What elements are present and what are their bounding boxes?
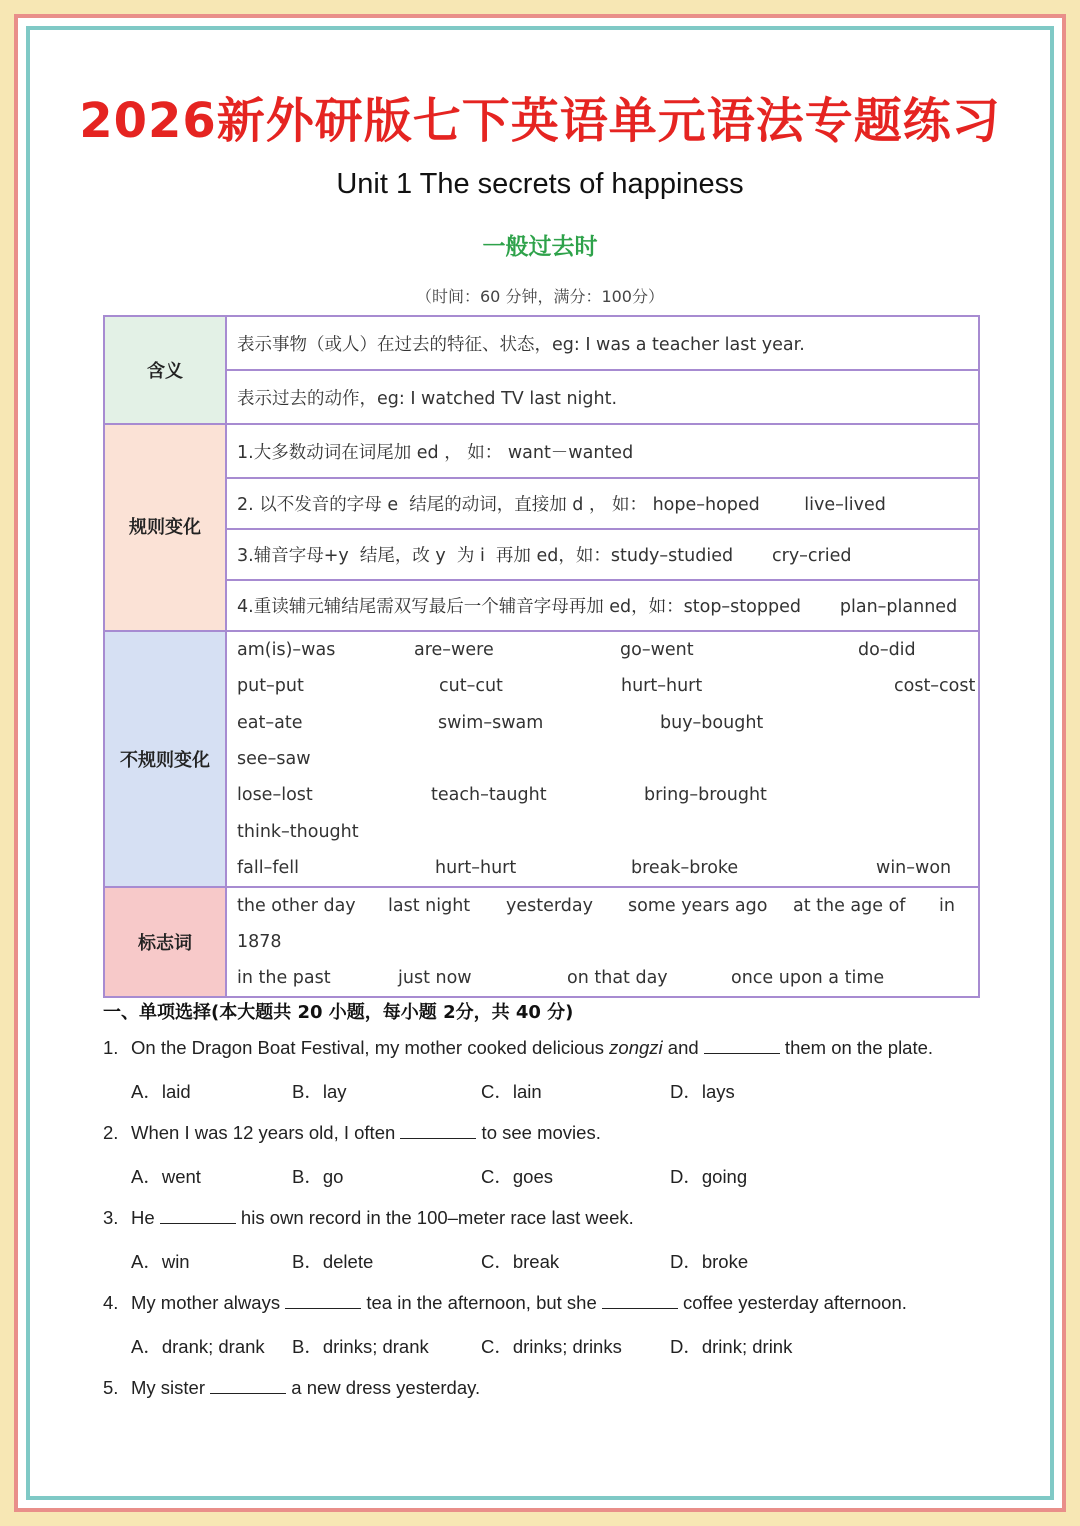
signal-label: 标志词	[104, 887, 226, 997]
option[interactable]: B．go	[292, 1166, 344, 1187]
option[interactable]: D．lays	[670, 1081, 735, 1102]
question-number: 2.	[103, 1122, 119, 1143]
verb-pair: bring–brought	[644, 785, 767, 806]
signal-word: just now	[398, 968, 472, 989]
option[interactable]: A．went	[131, 1166, 201, 1187]
verb-pair: win–won	[876, 857, 952, 878]
verb-pair: eat–ate	[237, 712, 303, 733]
signal-row	[237, 924, 978, 960]
regular-label	[104, 424, 226, 631]
meaning-label: 含义	[104, 316, 226, 424]
signal-word: at the age of	[793, 896, 906, 917]
question-text: On the Dragon Boat Festival, my mother cooked delicious	[131, 1037, 610, 1058]
verb-pair: hurt–hurt	[621, 676, 703, 697]
question-number: 3.	[103, 1207, 119, 1228]
question-text: and	[662, 1037, 704, 1058]
regular-row: 3.辅音字母+y 结尾，改 y 为 i 再加 ed，如：study–studied cry–cried	[226, 529, 979, 580]
question-3	[103, 1205, 634, 1229]
signal-word: 1878	[237, 932, 282, 953]
verb-pair: lose–lost	[237, 785, 313, 806]
verb-pair: hurt–hurt	[435, 857, 517, 878]
option[interactable]: B．drinks; drank	[292, 1336, 429, 1357]
option[interactable]: A．win	[131, 1251, 190, 1272]
question-text: tea in the afternoon, but she	[361, 1292, 602, 1313]
question-2	[103, 1120, 601, 1144]
signal-row	[237, 888, 978, 924]
meaning-row: 表示事物（或人）在过去的特征、状态，eg: I was a teacher last year.	[226, 316, 979, 370]
option[interactable]: C．break	[481, 1251, 560, 1272]
verb-pair: cut–cut	[439, 676, 503, 697]
verb-pair: cost–cost	[894, 676, 976, 697]
irregular-row	[237, 741, 978, 777]
irregular-row	[237, 668, 978, 704]
irregular-row	[237, 632, 978, 668]
unit-title: Unit 1 The secrets of happiness	[336, 168, 744, 200]
grammar-topic: 一般过去时	[482, 234, 598, 260]
irregular-row	[237, 813, 978, 849]
irregular-label: 不规则变化	[104, 631, 226, 887]
option[interactable]: B．lay	[292, 1081, 347, 1102]
question-number: 5.	[103, 1377, 119, 1398]
verb-pair: are–were	[414, 640, 494, 661]
option[interactable]: D．going	[670, 1166, 748, 1187]
answer-blank[interactable]	[400, 1120, 476, 1139]
option[interactable]: A．laid	[131, 1081, 191, 1102]
answer-blank[interactable]	[210, 1375, 286, 1394]
regular-label-text: 规则变化	[129, 517, 201, 538]
regular-row: 4.重读辅元辅结尾需双写最后一个辅音字母再加 ed，如：stop–stopped plan–planned	[226, 580, 979, 631]
verb-pair: fall–fell	[237, 857, 300, 878]
irregular-row	[237, 850, 978, 886]
signal-cell	[226, 887, 979, 997]
answer-blank[interactable]	[602, 1290, 678, 1309]
question-number: 1.	[103, 1037, 119, 1058]
verb-pair: see–saw	[237, 749, 311, 770]
main-title: 2026新外研版七下英语单元语法专题练习	[79, 93, 1001, 149]
irregular-cell	[226, 631, 979, 887]
question-text: his own record in the 100–meter race last week.	[235, 1207, 634, 1228]
question-italic: zongzi	[609, 1037, 663, 1058]
verb-pair: swim–swam	[438, 712, 544, 733]
regular-row: 1.大多数动词在词尾加 ed ， 如： want－wanted	[226, 424, 979, 478]
option[interactable]: D．broke	[670, 1251, 749, 1272]
question-text: My mother always	[131, 1292, 286, 1313]
signal-word: yesterday	[506, 896, 593, 917]
option[interactable]: C．drinks; drinks	[481, 1336, 622, 1357]
question-text: When I was 12 years old, I often	[131, 1122, 401, 1143]
verb-pair: go–went	[620, 640, 694, 661]
verb-pair: break–broke	[631, 857, 739, 878]
section-title: 一、单项选择(本大题共 20 小题，每小题 2分，共 40 分)	[103, 1002, 574, 1023]
answer-blank[interactable]	[160, 1205, 236, 1224]
question-number: 4.	[103, 1292, 119, 1313]
signal-word: in the past	[237, 968, 331, 989]
question-5	[103, 1375, 480, 1399]
option[interactable]: B．delete	[292, 1251, 374, 1272]
verb-pair: teach–taught	[431, 785, 547, 806]
question-4	[103, 1290, 907, 1314]
option[interactable]: C．goes	[481, 1166, 553, 1187]
question-text: to see movies.	[476, 1122, 601, 1143]
verb-pair: put–put	[237, 676, 304, 697]
option[interactable]: A．drank; drank	[131, 1336, 265, 1357]
verb-pair: am(is)–was	[237, 640, 336, 661]
signal-word: in	[939, 896, 955, 917]
verb-pair: think–thought	[237, 821, 359, 842]
irregular-row	[237, 705, 978, 741]
verb-pair: do–did	[858, 640, 916, 661]
signal-row	[237, 960, 978, 996]
question-1	[103, 1035, 933, 1059]
grammar-table	[103, 315, 980, 998]
irregular-row	[237, 777, 978, 813]
answer-blank[interactable]	[285, 1290, 361, 1309]
meaning-row: 表示过去的动作，eg: I watched TV last night.	[226, 370, 979, 424]
question-text: My sister	[131, 1377, 211, 1398]
signal-word: last night	[388, 896, 471, 917]
signal-word: some years ago	[628, 896, 768, 917]
question-text: a new dress yesterday.	[286, 1377, 481, 1398]
exam-meta: （时间：60 分钟，满分：100分）	[416, 287, 664, 306]
option[interactable]: C．lain	[481, 1081, 542, 1102]
answer-blank[interactable]	[704, 1035, 780, 1054]
question-text: He	[131, 1207, 160, 1228]
signal-word: once upon a time	[731, 968, 885, 989]
verb-pair: buy–bought	[660, 712, 764, 733]
regular-row: 2. 以不发音的字母 e 结尾的动词，直接加 d ， 如： hope–hoped live–lived	[226, 478, 979, 529]
question-text: them on the plate.	[779, 1037, 934, 1058]
signal-word: the other day	[237, 896, 356, 917]
option[interactable]: D．drink; drink	[670, 1336, 793, 1357]
signal-word: on that day	[567, 968, 668, 989]
question-text: coffee yesterday afternoon.	[677, 1292, 907, 1313]
